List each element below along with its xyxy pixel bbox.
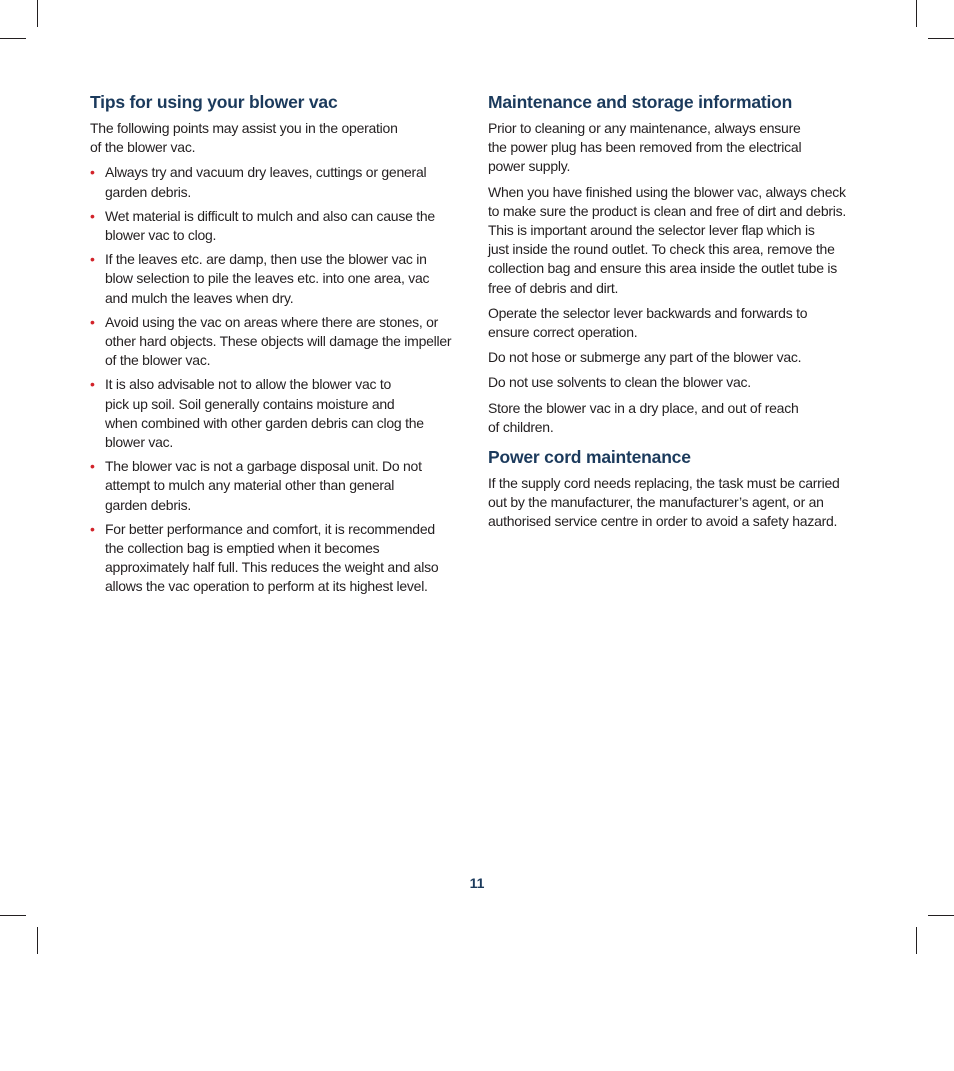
bullet-icon: • — [90, 207, 95, 224]
tips-list-item-text: If the leaves etc. are damp, then use the blower vac in blow selection to pile the leaves etc. into one area, vac and mulch the leaves when dry. — [105, 251, 430, 306]
tips-list-item — [90, 163, 470, 201]
bullet-icon: • — [90, 376, 95, 393]
tips-list-item — [90, 250, 470, 308]
maintenance-body — [488, 119, 866, 437]
tips-list-item — [90, 457, 470, 515]
maintenance-paragraph: Operate the selector lever backwards and forwards to ensure correct operation. — [488, 304, 808, 341]
crop-mark-top-right-horizontal — [928, 38, 954, 39]
tips-list-item-text: The blower vac is not a garbage disposal unit. Do not attempt to mulch any material other than general garden debris. — [105, 458, 422, 513]
tips-column — [90, 92, 470, 602]
tips-list-item-text: It is also advisable not to allow the blower vac to pick up soil. Soil generally contains moisture and when combined with other garden debris can clog the blower vac. — [105, 376, 424, 451]
crop-mark-bottom-left-vertical — [37, 927, 38, 954]
crop-mark-bottom-right-horizontal — [928, 915, 954, 916]
maintenance-paragraph: Prior to cleaning or any maintenance, always ensure the power plug has been removed from the electrical power supply. — [488, 120, 802, 175]
crop-mark-bottom-right-vertical — [916, 927, 917, 954]
tips-intro: The following points may assist you in the operation of the blower vac. — [90, 120, 398, 156]
tips-list-item — [90, 520, 470, 597]
crop-mark-top-right-vertical — [916, 0, 917, 27]
bullet-icon: • — [90, 520, 95, 537]
bullet-icon: • — [90, 251, 95, 268]
tips-list-item-text: Avoid using the vac on areas where there are stones, or other hard objects. These objects will damage the impeller of the blower vac. — [105, 313, 452, 369]
maintenance-heading: Maintenance and storage information — [488, 92, 793, 112]
bullet-icon: • — [90, 164, 95, 181]
power-cord-paragraph: If the supply cord needs replacing, the task must be carried out by the manufacturer, the manufacturer’s agent, or an authorised service centre in order to avoid a safety hazard. — [488, 475, 840, 530]
bullet-icon: • — [90, 458, 95, 475]
tips-heading: Tips for using your blower vac — [90, 92, 338, 112]
power-cord-heading: Power cord maintenance — [488, 447, 691, 468]
tips-list-item-text: For better performance and comfort, it is recommended the collection bag is emptied when it becomes approximately half full. This reduces the weight and also allows the vac operation to perform at its highest level. — [105, 520, 439, 595]
maintenance-paragraph: Do not use solvents to clean the blower vac. — [488, 374, 751, 391]
crop-mark-top-left-horizontal — [0, 38, 26, 39]
maintenance-paragraph: Store the blower vac in a dry place, and out of reach of children. — [488, 399, 799, 435]
tips-list-item — [90, 207, 470, 245]
page-number: 11 — [469, 875, 485, 891]
crop-mark-top-left-vertical — [37, 0, 38, 27]
maintenance-column — [488, 92, 866, 538]
tips-list-item — [90, 375, 470, 452]
tips-list-item — [90, 313, 470, 371]
crop-mark-bottom-left-horizontal — [0, 915, 26, 916]
tips-list-item-text: Always try and vacuum dry leaves, cuttings or general garden debris. — [105, 164, 427, 200]
tips-list — [90, 163, 470, 596]
maintenance-paragraph: When you have finished using the blower vac, always check to make sure the product is clean and free of dirt and debris. This is important around the selector lever flap which is just inside the round outlet. To check this area, remove the collection bag and ensure this area inside the outlet tube is free of debris and dirt. — [488, 183, 847, 296]
bullet-icon: • — [90, 313, 95, 330]
maintenance-paragraph: Do not hose or submerge any part of the blower vac. — [488, 349, 802, 366]
tips-list-item-text: Wet material is difficult to mulch and also can cause the blower vac to clog. — [105, 207, 435, 244]
